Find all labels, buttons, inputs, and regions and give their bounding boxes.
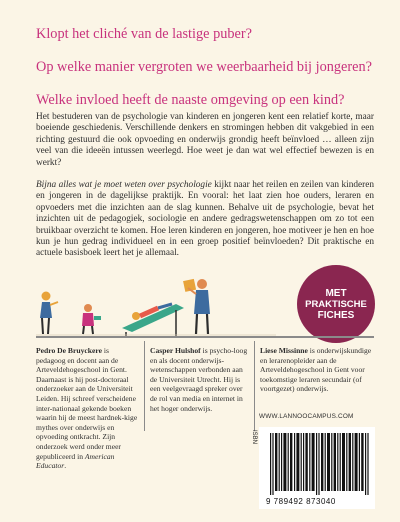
illustration: [36, 258, 276, 336]
column-divider-1: [144, 341, 145, 431]
figure-child: [82, 304, 101, 334]
isbn-number: 9 789492 873040: [266, 497, 336, 506]
figure-girl: [40, 292, 58, 335]
author-bio-text: is psycho-loog en als docent onderwijs-wetenschappen verbonden aan de Universiteit Utrecht. Hij is een veelgevraagd spreker over de rol van media en internet in het hoger onderwijs.: [150, 346, 248, 413]
question-3: Welke invloed heeft de naaste omgeving op een kind?: [36, 92, 345, 108]
author-bio-text: is onderwijskundige en lerarenopleider aan de Arteveldehogeschool in Gent voor toekomstige leraren secundair (of voortgezet) onderwijs.: [260, 346, 372, 394]
blurb-paragraph-2-text: kijkt naar het reilen en zeilen van kinderen en jongeren in de dagelijkse praktijk. En vooral: het laat zien hoe ouders, leraren en opvoeders met die inzichten aan de slag kunnen. Behalve uit de psychologie, bevat het inzichten uit de pedagogiek, sociologie en andere gedragswetenschappen om zo tot een bruikbaar overzicht te komen. Hoe leren kinderen en jongeren, hoe motiveer je hen en hoe kun je hun gedrag individueel en in een groep positief beïnvloeden? Dit praktische en actuele basisboek leert het je allemaal.: [36, 180, 375, 259]
divider: [36, 336, 374, 338]
author-name: Casper Hulshof: [150, 346, 201, 355]
question-list: [36, 26, 386, 109]
badge-line-3: FICHES: [317, 309, 355, 321]
isbn-label: ISBN: [251, 430, 257, 445]
question-2: Op welke manier vergroten we weerbaarheid bij jongeren?: [36, 59, 372, 75]
blurb-paragraph-1: Het bestuderen van de psychologie van kinderen en jongeren kent een relatief korte, maar boeiende geschiedenis. Verschillende denkers en stromingen hebben dit vakgebied in een richting gestuurd die ook opvoeding en onderwijs grondig heeft beïnvloed … alleen zijn veel van die ideeën intussen weerlegd. Hoe weet je dan wat wel effectief bewezen is en werkt?: [36, 112, 374, 168]
author-bio-text: is pedagoog en docent aan de Arteveldehogeschool in Gent. Daarnaast is hij post-doctoraal onderzoeker aan de Universiteit Leiden. Hij schreef verscheidene inter-nationaal gekende boeken waarin hij de meest hardnek-kige mythes over onderwijs en opvoeding ontkracht. Zijn onderzoek werd onder meer gepubliceerd in: [36, 346, 138, 461]
badge-line-2: PRAKTISCHE: [305, 298, 367, 310]
author-bio-end: .: [64, 461, 67, 471]
author-name: Pedro De Bruyckere: [36, 346, 102, 355]
badge-line-1: MET: [325, 287, 347, 299]
figure-chair: [122, 304, 184, 336]
column-divider-2: [254, 341, 255, 431]
author-bio-1: [36, 346, 140, 471]
figure-adult: [183, 279, 210, 334]
fiches-badge: [297, 265, 375, 343]
publisher-url: WWW.LANNOOCAMPUS.COM: [259, 413, 354, 420]
author-bio-3: [260, 346, 375, 394]
author-name: Liese Missinne: [260, 346, 308, 355]
author-bio-2: [150, 346, 250, 413]
blurb-text: [36, 112, 374, 271]
blurb-paragraph-2: [36, 180, 374, 260]
barcode: [270, 433, 370, 495]
author-bio-publication: American Educator: [36, 451, 115, 471]
question-1: Klopt het cliché van de lastige puber?: [36, 26, 252, 42]
book-title-inline: Bijna alles wat je moet weten over psychologie: [36, 180, 212, 191]
